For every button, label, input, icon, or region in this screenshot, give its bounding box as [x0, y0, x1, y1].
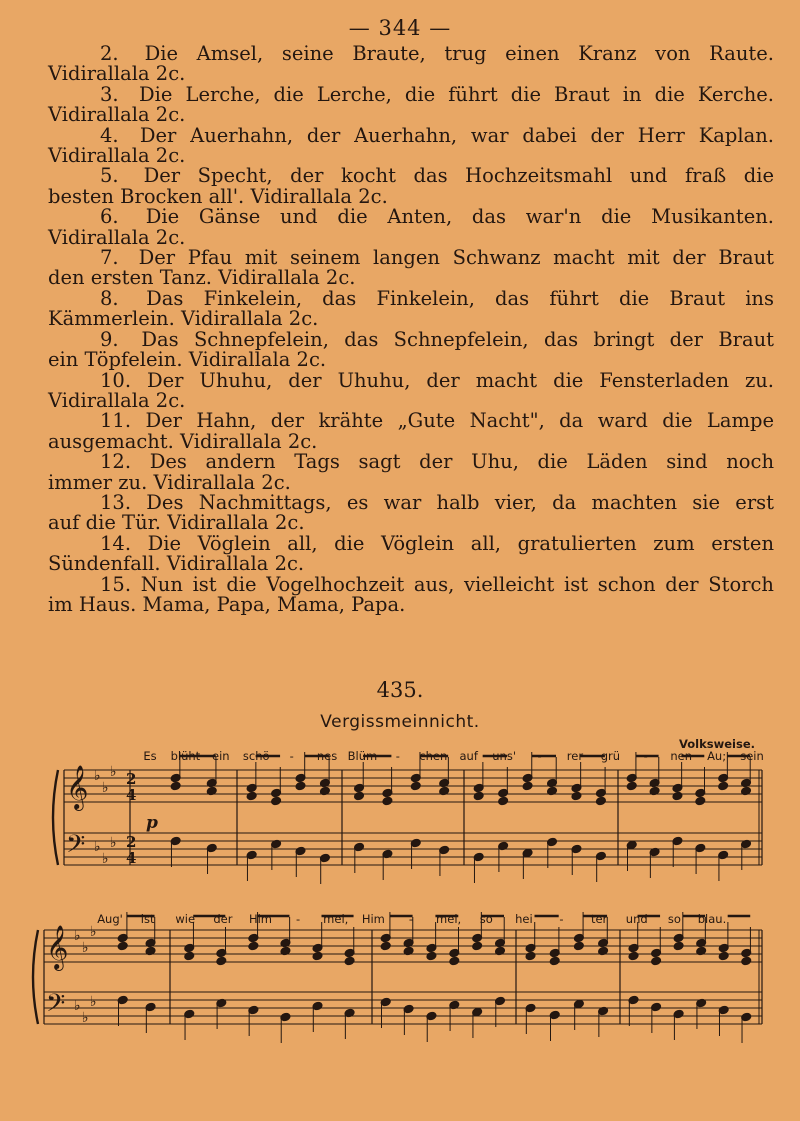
lyric-syllable: - — [408, 912, 414, 926]
notehead — [573, 941, 584, 951]
notehead — [673, 941, 684, 951]
verse-line — [48, 327, 775, 351]
lyric-syllable: blüht — [170, 749, 201, 763]
dynamic-marking: p — [146, 813, 158, 833]
lyric-syllable: ein — [212, 749, 230, 763]
notehead — [117, 941, 128, 951]
verse-number: 3. — [100, 82, 119, 106]
verse-number: 2. — [100, 42, 119, 65]
treble-clef-icon: 𝄞 — [66, 765, 89, 809]
notehead — [549, 956, 560, 966]
lyric-syllable: sein — [740, 749, 764, 763]
bass-clef-icon: 𝄢 — [46, 989, 66, 1024]
song-number: 435. — [376, 678, 424, 702]
verse-line — [48, 44, 774, 64]
verse — [48, 207, 774, 248]
verse-number: 5. — [100, 164, 119, 188]
lyric-syllable: Him — [248, 912, 273, 926]
verse-text: Der Pfau mit seinem langen Schwanz macht mit der Braut — [138, 246, 774, 270]
verse-number: 9. — [100, 327, 119, 351]
flat-icon: ♭ — [102, 780, 109, 796]
verse-continuation: Vidirallala 2c. — [48, 388, 186, 412]
notehead — [295, 781, 306, 791]
system-brace — [53, 770, 58, 865]
staff-notation — [0, 740, 800, 1100]
verse-line — [48, 166, 774, 186]
notehead — [354, 791, 365, 801]
notehead — [248, 941, 259, 951]
lyric-syllable: ter — [590, 912, 608, 926]
time-signature: 4 — [126, 849, 137, 867]
notehead — [449, 956, 460, 966]
verse — [48, 166, 774, 207]
notehead — [672, 791, 683, 801]
verse-number: 7. — [100, 246, 119, 270]
notehead — [410, 781, 421, 791]
verse-continuation: Kämmerlein. Vidirallala 2c. — [48, 307, 319, 331]
verse-number: 12. — [100, 450, 132, 474]
flat-icon: ♭ — [82, 1010, 89, 1026]
notehead — [382, 796, 393, 806]
notehead — [170, 781, 181, 791]
flat-icon: ♭ — [74, 998, 81, 1014]
verse-number: 14. — [100, 531, 132, 555]
verse-line — [48, 490, 774, 514]
notehead — [472, 941, 483, 951]
lyric-syllable: und — [625, 912, 648, 926]
notehead — [271, 796, 282, 806]
notehead — [380, 941, 391, 951]
verse-line — [48, 411, 774, 431]
verse-text: Des andern Tags sagt der Uhu, die Läden sind noch — [149, 450, 774, 474]
verse-continuation: Vidirallala 2c. — [48, 62, 186, 86]
lyric-syllable: - — [296, 912, 301, 926]
flat-icon: ♭ — [94, 768, 101, 784]
verse-text: Der Hahn, der krähte „Gute Nacht", da ward die Lampe — [145, 409, 775, 433]
verse-text: Das Schnepfelein, das Schnepfelein, das bringt der Braut — [141, 327, 775, 351]
verse-continuation: auf die Tür. Vidirallala 2c. — [48, 511, 305, 535]
flat-icon: ♭ — [82, 940, 89, 956]
verse-text: Der Specht, der kocht das Hochzeitsmahl und fraß die — [143, 164, 774, 188]
verse-line — [48, 123, 774, 147]
verse — [48, 327, 775, 372]
lyric-syllable: auf — [459, 749, 478, 763]
verse-line — [48, 286, 774, 310]
time-signature: 2 — [126, 770, 137, 788]
verse-number: 13. — [100, 490, 132, 514]
lyric-syllable: hei — [515, 912, 533, 926]
lyric-syllable: - — [395, 749, 400, 763]
lyric-syllable: der — [213, 912, 233, 926]
page-number: — 344 — — [348, 16, 452, 40]
verse — [48, 452, 774, 493]
lyric-syllable: mel, — [436, 912, 462, 926]
flat-icon: ♭ — [90, 994, 97, 1010]
verse-line — [48, 207, 774, 227]
verse-number: 15. — [100, 572, 132, 596]
verse — [48, 44, 774, 85]
verse-text: Des Nachmittags, es war halb vier, da machten sie erst — [146, 490, 774, 514]
verse-text: Der Uhuhu, der Uhuhu, der macht die Fensterladen zu. — [146, 368, 774, 392]
notehead — [718, 781, 729, 791]
lyric-syllable: chen — [419, 749, 448, 763]
lyric-syllable: schö — [242, 749, 270, 763]
lyric-syllable: - — [643, 749, 648, 763]
lyric-syllable: wie — [175, 912, 196, 926]
verse-text: Die Gänse und die Anten, das war'n die Musikanten. — [145, 205, 775, 229]
notehead — [695, 796, 706, 806]
lyric-syllable: blau. — [697, 912, 727, 926]
verse — [48, 368, 774, 412]
notehead — [626, 781, 637, 791]
song-title: Vergissmeinnicht. — [320, 712, 480, 732]
notehead — [344, 956, 355, 966]
verse-text: Der Auerhahn, der Auerhahn, war dabei der Herr Kaplan. — [139, 123, 774, 147]
verse-continuation: Vidirallala 2c. — [48, 225, 186, 249]
verse-text: Nun ist die Vogelhochzeit aus, vielleicht ist schon der Storch — [140, 572, 774, 596]
verse-number: 10. — [100, 368, 132, 392]
lyric-syllable: rer — [566, 749, 584, 763]
lyric-syllable: ist — [140, 912, 155, 926]
verse — [48, 248, 774, 289]
verse-continuation: Vidirallala 2c. — [48, 103, 186, 127]
verse-number: 8. — [100, 286, 119, 310]
notehead — [216, 956, 227, 966]
notehead — [741, 956, 752, 966]
verse-continuation: immer zu. Vidirallala 2c. — [48, 470, 291, 494]
lyric-syllable: - — [289, 749, 294, 763]
verse-continuation: im Haus. Mama, Papa, Mama, Papa. — [48, 592, 406, 616]
verse-number: 11. — [100, 409, 132, 433]
notehead — [184, 951, 195, 961]
verse-line — [48, 368, 774, 392]
notehead — [525, 951, 536, 961]
lyric-syllable: Him — [361, 912, 385, 926]
verse — [48, 572, 774, 616]
lyric-syllable: nen — [670, 749, 693, 763]
notehead — [718, 951, 729, 961]
verse-number: 6. — [100, 205, 119, 229]
verse-continuation: ausgemacht. Vidirallala 2c. — [48, 429, 318, 453]
flat-icon: ♭ — [74, 928, 81, 944]
verse-line — [48, 248, 774, 268]
lyric-syllable: Au; — [707, 749, 727, 763]
verse-line — [48, 82, 775, 106]
flat-icon: ♭ — [110, 835, 117, 851]
lyric-syllable: so — [479, 912, 493, 926]
notehead — [426, 951, 437, 961]
notehead — [473, 791, 484, 801]
verse-number: 4. — [100, 123, 119, 147]
verse-continuation: Vidirallala 2c. — [48, 144, 186, 168]
lyric-syllable: so — [667, 912, 681, 926]
flat-icon: ♭ — [90, 924, 97, 940]
verse-line — [48, 572, 774, 596]
notehead — [246, 791, 257, 801]
music-score — [0, 740, 800, 1100]
notehead — [571, 791, 582, 801]
verse-text: Das Finkelein, das Finkelein, das führt die Braut ins — [146, 286, 774, 310]
verse-line — [48, 452, 774, 472]
verse — [48, 411, 774, 452]
verse-continuation: Sündenfall. Vidirallala 2c. — [48, 552, 305, 576]
lyric-syllable: uns' — [492, 749, 516, 763]
lyric-syllable: Aug' — [97, 912, 123, 926]
verse-continuation: besten Brocken all'. Vidirallala 2c. — [48, 184, 388, 208]
verse-text: Die Lerche, die Lerche, die führt die Braut in die Kerche. — [139, 82, 775, 106]
verse — [48, 490, 774, 535]
system-brace — [33, 930, 38, 1024]
notehead — [312, 951, 323, 961]
lyric-syllable: - — [537, 749, 542, 763]
lyric-syllable: Es — [143, 749, 157, 763]
lyric-syllable: nes — [316, 749, 338, 763]
verse-line — [48, 531, 774, 555]
time-signature: 4 — [126, 786, 137, 804]
verse-text: Die Amsel, seine Braute, trug einen Kranz von Raute. — [144, 42, 774, 65]
verse — [48, 286, 774, 331]
flat-icon: ♭ — [102, 851, 109, 867]
notehead — [522, 781, 533, 791]
bass-clef-icon: 𝄢 — [66, 830, 86, 865]
lyric-syllable: mel, — [323, 912, 349, 926]
notehead — [651, 956, 662, 966]
flat-icon: ♭ — [110, 764, 117, 780]
treble-clef-icon: 𝄞 — [46, 925, 69, 969]
verse — [48, 123, 774, 168]
lyric-syllable: - — [559, 912, 564, 926]
notehead — [628, 951, 639, 961]
flat-icon: ♭ — [94, 839, 101, 855]
lyric-syllable: Blüm — [347, 749, 378, 763]
verse-continuation: ein Töpfelein. Vidirallala 2c. — [48, 348, 327, 372]
verse-continuation: den ersten Tanz. Vidirallala 2c. — [48, 266, 356, 290]
verse-text: Die Vöglein all, die Vöglein all, gratulierten zum ersten — [147, 531, 774, 555]
verse — [48, 531, 774, 576]
lyric-syllable: grü — [600, 749, 621, 763]
verse-list — [48, 44, 774, 615]
notehead — [498, 796, 509, 806]
verse — [48, 82, 775, 127]
notehead — [595, 796, 606, 806]
composer-credit: Volksweise. — [679, 737, 755, 751]
time-signature: 2 — [126, 833, 137, 851]
